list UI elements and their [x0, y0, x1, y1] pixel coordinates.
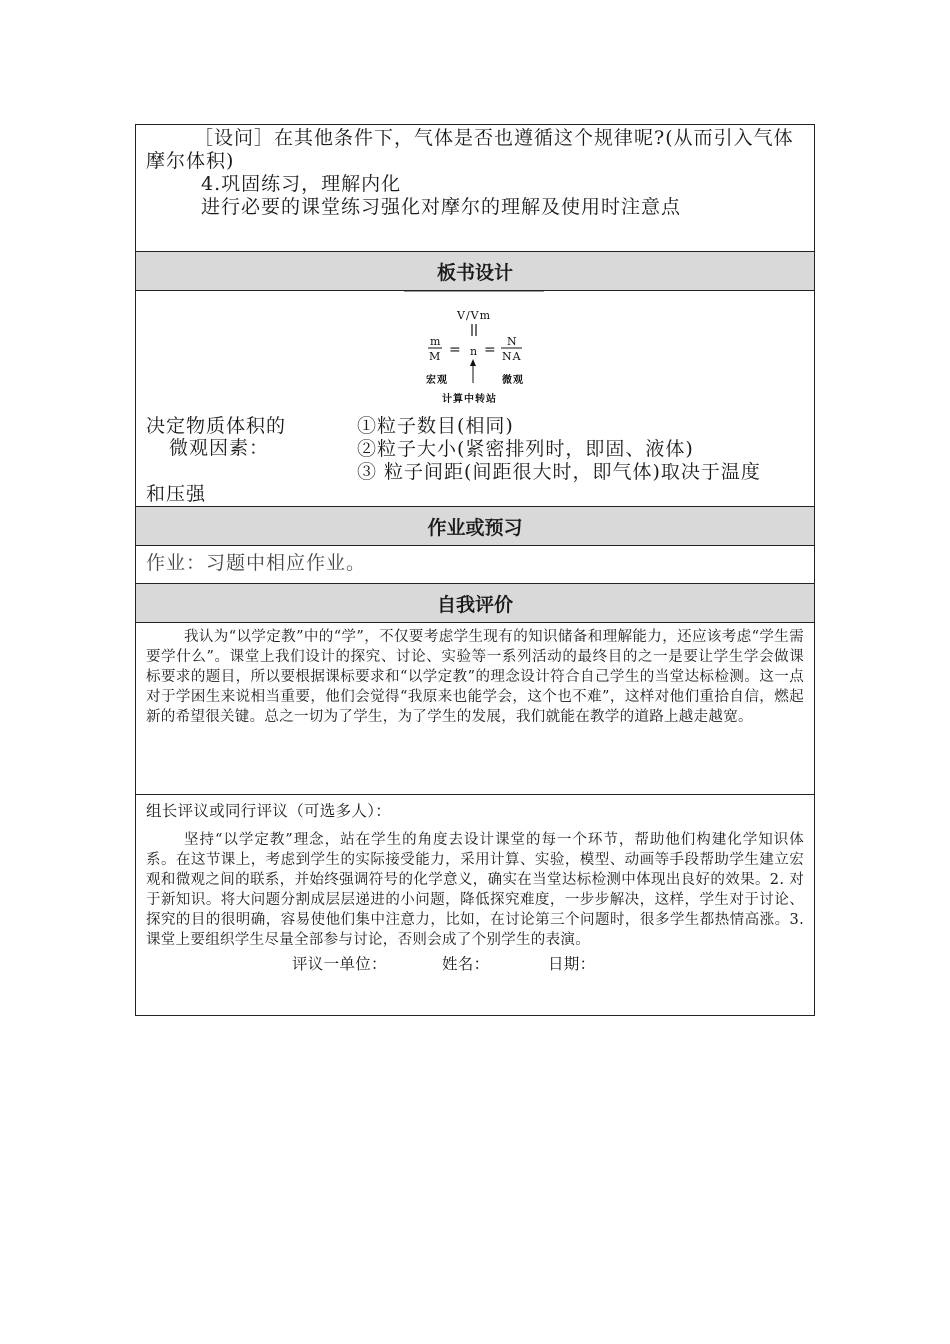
reviewer-unit-label: 评议一单位： [292, 955, 387, 973]
question-paragraph: ［设问］在其他条件下，气体是否也遵循这个规律呢?(从而引入气体摩尔体积) [146, 127, 794, 172]
review-date-label: 日期： [548, 955, 596, 973]
reviewer-name-label: 姓名： [442, 955, 490, 973]
homework-header: 作业或预习 [135, 506, 815, 545]
board-design-header: 板书设计 [135, 251, 815, 290]
peer-review-title: 组长评议或同行评议（可选多人）： [146, 802, 392, 820]
self-evaluation-header: 自我评价 [135, 583, 815, 622]
formula-v-vm: V/Vm [457, 309, 492, 322]
formula-NA: NA [502, 350, 522, 363]
formula-caption: 计算中转站 [442, 394, 497, 405]
step-4-line: 4.巩固练习，理解内化 [201, 173, 402, 195]
formula-macro-label: 宏观 [426, 375, 448, 386]
formula-eq-right: = [484, 342, 497, 358]
factors-tail: 和压强 [146, 483, 207, 505]
homework-text: 作业：习题中相应作业。 [146, 552, 367, 574]
mole-relation-formula [404, 291, 544, 411]
practice-line: 进行必要的课堂练习强化对摩尔的理解及使用时注意点 [201, 196, 682, 218]
factors-label-1: 决定物质体积的 [146, 415, 287, 437]
signature-line [146, 954, 804, 974]
formula-m: m [430, 335, 442, 348]
formula-n: n [470, 345, 479, 358]
self-evaluation-section [135, 622, 815, 794]
homework-section [135, 545, 815, 583]
formula-arrow-head [470, 359, 476, 366]
factor-item: ②粒子大小(紧密排列时，即固、液体) [357, 438, 694, 460]
lesson-plan-table [135, 124, 815, 1016]
formula-M: M [429, 350, 442, 363]
factors-label-2: 微观因素： [169, 437, 270, 459]
formula-eq-left: = [449, 342, 462, 358]
peer-review-section [135, 794, 815, 1016]
board-design-section [135, 290, 815, 506]
factor-item: ③ 粒子间距(间距很大时，即气体)取决于温度 [357, 461, 761, 483]
factors-list [357, 415, 761, 484]
formula-micro-label: 微观 [502, 375, 524, 386]
self-evaluation-text: 我认为“以学定教”中的“学”，不仅要考虑学生现有的知识储备和理解能力，还应该考虑“学生需要学什么”。课堂上我们设计的探究、讨论、实验等一系列活动的最终目的之一是要让学生学会做课标要求的题目，所以要根据课标要求和“以学定教”的理念设计符合自己学生的当堂达标检测。这一点对于学困生来说相当重要，他们会觉得“我原来也能学会，这个也不难”，这样对他们重拾自信，燃起新的希望很关键。总之一切为了学生，为了学生的发展，我们就能在教学的道路上越走越宽。 [146, 629, 804, 725]
formula-N: N [507, 335, 518, 348]
factor-item: ①粒子数目(相同) [357, 415, 514, 437]
intro-section [135, 124, 815, 251]
peer-review-text: 坚持“以学定教”理念，站在学生的角度去设计课堂的每一个环节，帮助他们构建化学知识体系。在这节课上，考虑到学生的实际接受能力，采用计算、实验，模型、动画等手段帮助学生建立宏观和微观之间的联系，并始终强调符号的化学意义，确实在当堂达标检测中体现出良好的效果。2. 对于新知识。将大问题分割成层层递进的小问题，降低探究难度，一步步解决，这样，学生对于讨论、探究的目的很明确，容易使他们集中注意力，比如，在讨论第三个问题时，很多学生都热情高涨。3. 课堂上要组织学生尽量全部参与讨论，否则会成了个别学生的表演。 [146, 832, 804, 948]
